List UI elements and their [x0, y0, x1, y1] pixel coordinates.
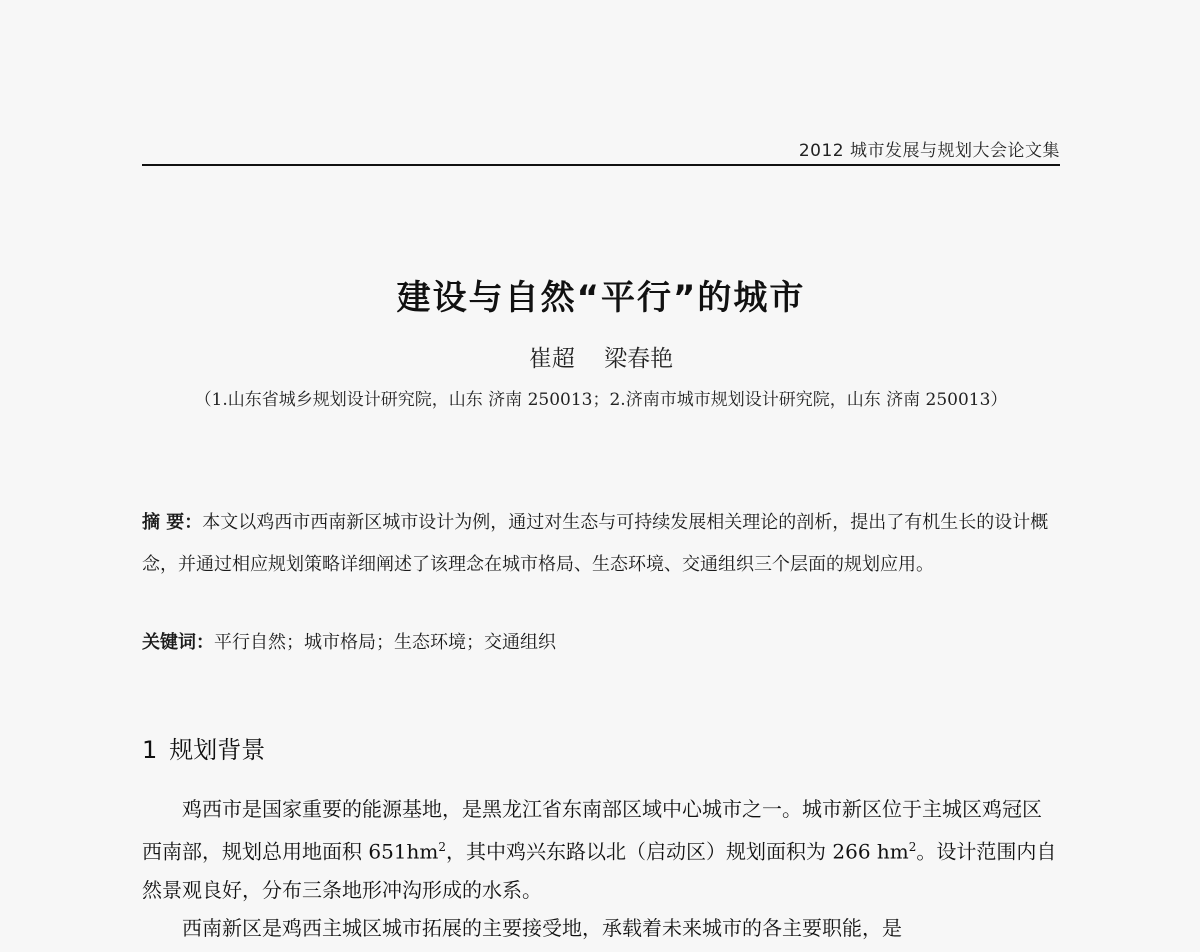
section-heading	[142, 730, 265, 765]
abstract	[142, 502, 1060, 586]
paragraph-1-part-2: ，其中鸡兴东路以北（启动区）规划面积为 266 hm	[446, 839, 909, 864]
paper-title: 建设与自然“平行”的城市	[396, 278, 806, 318]
section-number: 1	[142, 736, 158, 764]
keywords-text: 平行自然；城市格局；生态环境；交通组织	[214, 632, 556, 653]
running-head: 2012 城市发展与规划大会论文集	[798, 141, 1060, 161]
area-unit-superscript: 2	[908, 840, 917, 854]
section-title: 规划背景	[169, 736, 266, 764]
body-text	[142, 790, 1060, 947]
abstract-text: 本文以鸡西市西南新区城市设计为例，通过对生态与可持续发展相关理论的剖析，提出了有机生长的设计概念，并通过相应规划策略详细阐述了该理念在城市格局、生态环境、交通组织三个层面的规划应用。	[142, 512, 1049, 575]
paragraph-1	[142, 790, 1060, 909]
authors: 崔超 梁春艳	[528, 346, 674, 372]
keywords-label: 关键词：	[142, 632, 214, 653]
paragraph-1-part-3: 。设计范围内自然景观良好，分布三条地形冲沟形成的水系。	[142, 839, 1057, 902]
keywords	[142, 628, 1060, 654]
paragraph-2: 西南新区是鸡西主城区城市拓展的主要接受地，承载着未来城市的各主要职能，是	[182, 915, 902, 940]
area-unit-superscript: 2	[438, 840, 447, 854]
paragraph-1-part-1: 鸡西市是国家重要的能源基地，是黑龙江省东南部区域中心城市之一。城市新区位于主城区鸡冠区西南部，规划总用地面积 651hm	[142, 797, 1042, 864]
header-rule	[142, 164, 1060, 166]
affiliation: （1.山东省城乡规划设计研究院，山东 济南 250013；2.济南市城市规划设计研究院，山东 济南 250013）	[194, 390, 1008, 410]
abstract-label: 摘 要：	[142, 512, 203, 533]
